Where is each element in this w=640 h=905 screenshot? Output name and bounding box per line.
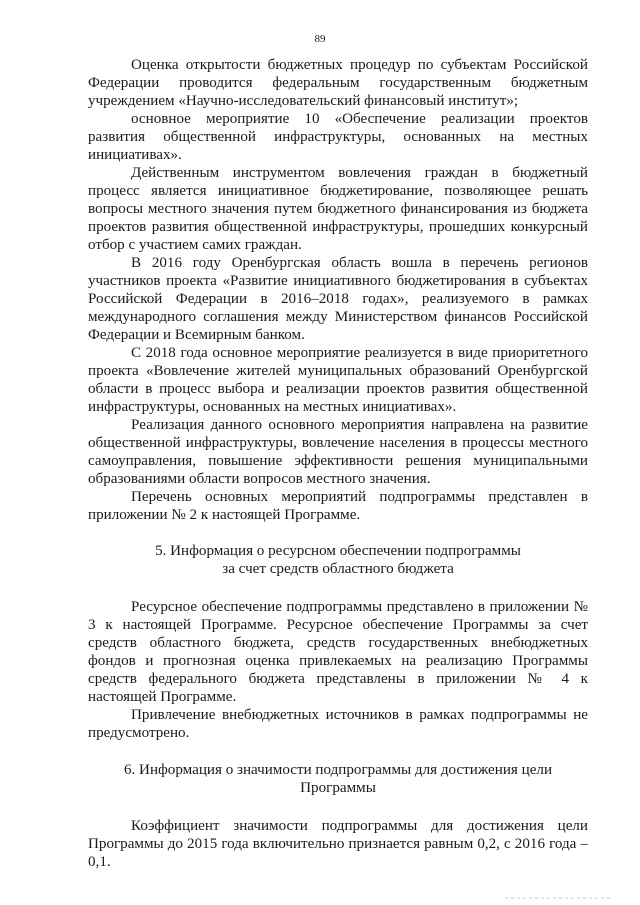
scan-artifact-line bbox=[0, 897, 640, 899]
paragraph: С 2018 года основное мероприятие реализуется в виде приоритетного проекта «Вовлечение жителей муниципальных образований Оренбургской области в процесс выбора и реализации проектов развития общественной инфраструктуры, основанных на местных инициативах». bbox=[88, 345, 588, 415]
section-5-heading bbox=[88, 542, 588, 578]
paragraph: Ресурсное обеспечение подпрограммы представлено в приложении № 3 к настоящей Программе. Ресурсное обеспечение Программы за счет средств областного бюджета, средств государственных внебюджетных фондов и прогнозная оценка привлекаемых на реализацию Программы средств федерального бюджета представлены в приложении № 4 к настоящей Программе. bbox=[88, 599, 588, 705]
paragraph: основное мероприятие 10 «Обеспечение реализации проектов развития общественной инфраструктуры, основанных на местных инициативах». bbox=[88, 111, 588, 163]
document-body bbox=[88, 56, 588, 871]
paragraph: Перечень основных мероприятий подпрограммы представлен в приложении № 2 к настоящей Программе. bbox=[88, 489, 588, 523]
section-6-heading-line1: 6. Информация о значимости подпрограммы для достижения цели bbox=[123, 762, 553, 778]
paragraph: В 2016 году Оренбургская область вошла в перечень регионов участников проекта «Развитие инициативного бюджетирования в субъектах Российской Федерации в 2016–2018 годах», реализуемого в рамках международного соглашения между Министерством финансов Российской Федерации и Всемирным банком. bbox=[88, 255, 588, 343]
section-5-heading-line2: за счет средств областного бюджета bbox=[222, 561, 454, 577]
section-5-heading-line1: 5. Информация о ресурсном обеспечении подпрограммы bbox=[155, 543, 521, 559]
paragraph: Реализация данного основного мероприятия направлена на развитие общественной инфраструктуры, вовлечение населения в процессы местного самоуправления, повышение эффективности решения муниципальными образованиями области вопросов местного значения. bbox=[88, 417, 588, 487]
paragraph: Действенным инструментом вовлечения граждан в бюджетный процесс является инициативное бюджетирование, позволяющее решать вопросы местного значения путем бюджетного финансирования из бюджета проектов развития общественной инфраструктуры, прошедших конкурсный отбор с участием самих граждан. bbox=[88, 165, 588, 253]
paragraph: Коэффициент значимости подпрограммы для достижения цели Программы до 2015 года включительно признается равным 0,2, с 2016 года – 0,1. bbox=[88, 818, 588, 870]
page-number: 89 bbox=[314, 33, 326, 45]
paragraph: Оценка открытости бюджетных процедур по субъектам Российской Федерации проводится федеральным государственным бюджетным учреждением «Научно-исследовательский финансовый институт»; bbox=[88, 57, 588, 109]
section-6-heading bbox=[88, 761, 588, 797]
section-6-heading-line2: Программы bbox=[300, 780, 376, 796]
paragraph: Привлечение внебюджетных источников в рамках подпрограммы не предусмотрено. bbox=[88, 707, 588, 741]
